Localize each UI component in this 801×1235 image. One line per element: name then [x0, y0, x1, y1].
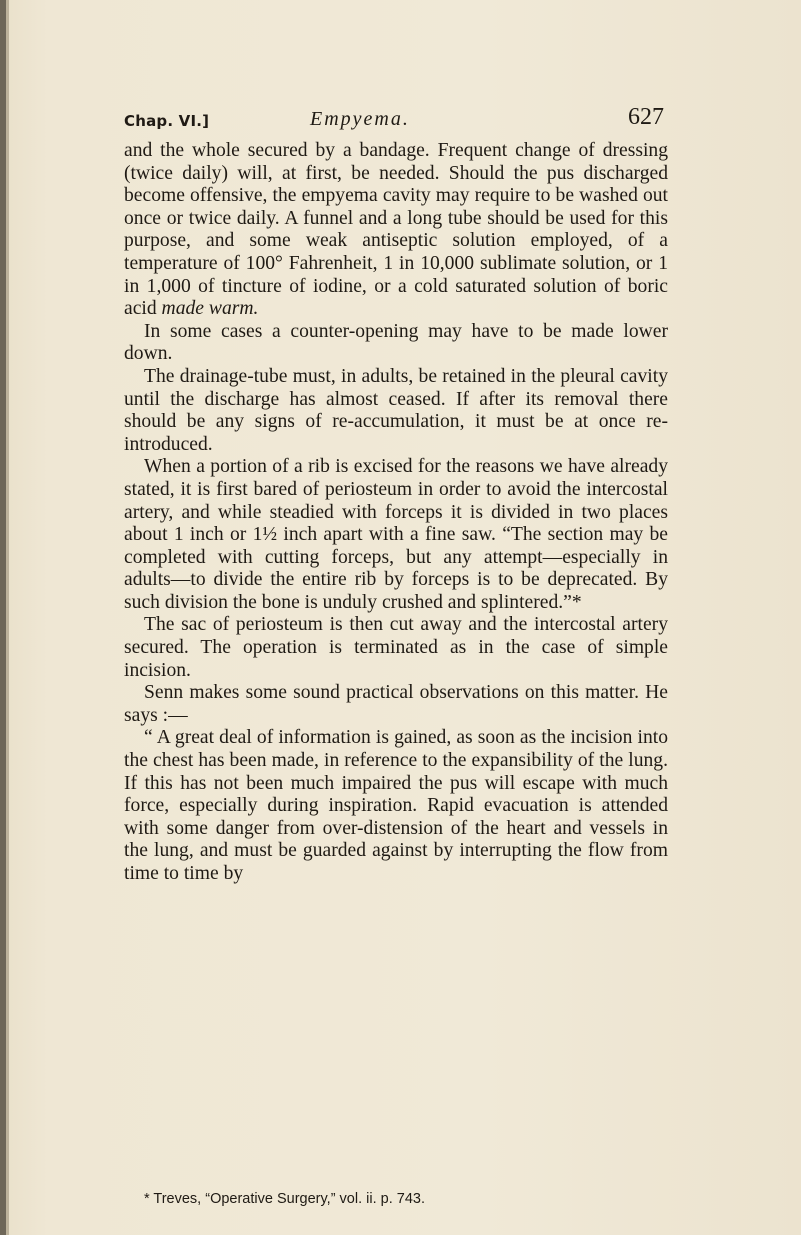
- italic-phrase: made warm.: [161, 298, 259, 320]
- paragraph: [124, 321, 668, 366]
- body-text: [124, 140, 668, 886]
- page-number: 627: [628, 104, 664, 130]
- paragraph-text: In some cases a counter-opening may have to be made lower down.: [124, 320, 668, 365]
- paragraph: [124, 614, 668, 682]
- paragraph: [124, 682, 668, 727]
- page-gutter-shadow: [6, 0, 9, 1235]
- paragraph-text: “ A great deal of information is gained, as soon as the incision into the chest has been made, in reference to the expansibility of the lung. If this has not been much impaired the pus will escape with much force, especially during inspiration. Rapid evacuation is attended with some danger from over-distension of the heart and vessels in the lung, and must be guarded against by interrupting the flow from time to time by: [124, 727, 668, 884]
- paragraph-text: The drainage-tube must, in adults, be retained in the pleural cavity until the discharge has almost ceased. If after its removal there should be any signs of re-accumulation, it must be at once re-introduced.: [124, 365, 668, 455]
- paragraph: [124, 456, 668, 614]
- paragraph: [124, 140, 668, 321]
- paragraph-text: and the whole secured by a bandage. Frequent change of dressing (twice daily) will, at first, be needed. Should the pus discharged become offensive, the empyema cavity may require to be washed out once or twice daily. A funnel and a long tube should be used for this purpose, and some weak antiseptic solution employed, of a temperature of 100° Fahrenheit, 1 in 10,000 sublimate solution, or 1 in 1,000 of tincture of iodine, or a cold saturated solution of boric acid: [124, 140, 668, 320]
- chapter-label: Chap. VI.]: [124, 112, 210, 130]
- paragraph: [124, 727, 668, 885]
- footnote: * Treves, “Operative Surgery,” vol. ii. p. 743.: [144, 1191, 425, 1207]
- paragraph-text: The sac of periosteum is then cut away and the intercostal artery secured. The operation is terminated as in the case of simple incision.: [124, 614, 668, 681]
- paragraph-text: Senn makes some sound practical observations on this matter. He says :—: [124, 682, 668, 726]
- paragraph: [124, 366, 668, 456]
- paragraph-text: When a portion of a rib is excised for the reasons we have already stated, it is first bared of periosteum in order to avoid the intercostal artery, and while steadied with forceps it is divided in two places about 1 inch or 1½ inch apart with a fine saw. “The section may be completed with cutting forceps, but any attempt—especially in adults—to divide the entire rib by forceps is to be deprecated. By such division the bone is unduly crushed and splintered.”*: [124, 456, 668, 613]
- running-title: Empyema.: [310, 108, 410, 130]
- running-header: [124, 104, 664, 138]
